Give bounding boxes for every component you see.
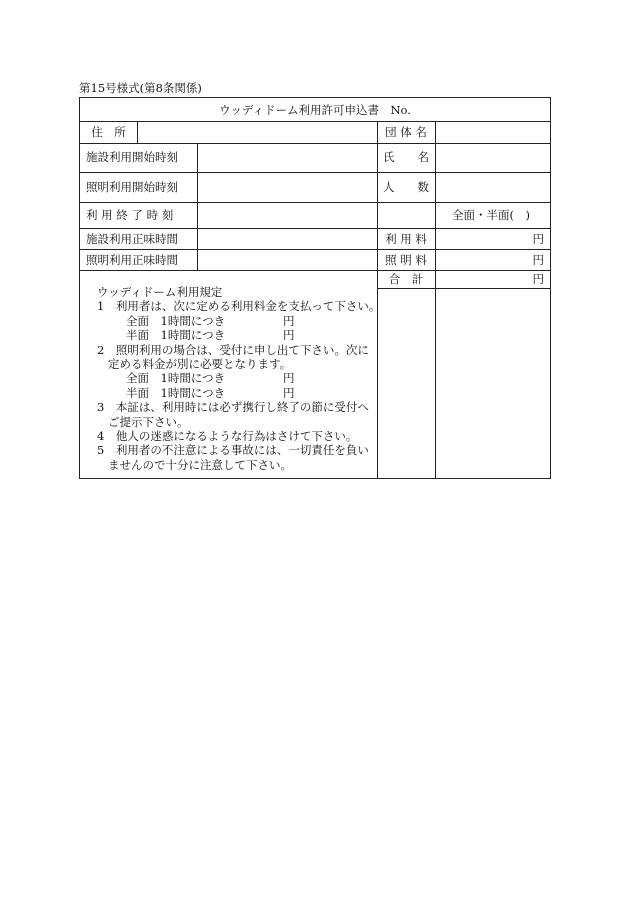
rule-2-full bbox=[97, 371, 382, 385]
lighting-net-hours-label: 照明利用正味時間 bbox=[86, 253, 178, 267]
full-half-selector: 全面・半面( ) bbox=[452, 208, 530, 222]
rule-3-line-1: 3 本証は、利用時には必ず携行し終了の節に受付へ bbox=[97, 400, 369, 415]
row-divider bbox=[80, 270, 550, 271]
usage-fee-yen: 円 bbox=[532, 232, 544, 246]
row-divider bbox=[377, 288, 550, 289]
row-divider bbox=[80, 249, 550, 250]
rule-2-half bbox=[97, 386, 382, 400]
applicant-name-label: 氏 名 bbox=[383, 150, 429, 164]
rule-1-full bbox=[97, 314, 382, 328]
form-title: ウッディドーム利用許可申込書 No. bbox=[219, 103, 411, 117]
rule-2-line-1: 2 照明利用の場合は、受付に申し出て下さい。次に bbox=[97, 342, 369, 357]
facility-net-hours-label: 施設利用正味時間 bbox=[86, 232, 178, 246]
row-divider bbox=[80, 228, 550, 229]
address-label: 住 所 bbox=[91, 125, 126, 139]
rule-2-half-text: 半面 1時間につき bbox=[126, 385, 226, 400]
row-divider bbox=[80, 121, 550, 122]
row-divider bbox=[80, 202, 550, 203]
end-time-label: 利 用 終 了 時 刻 bbox=[86, 208, 174, 222]
rule-4: 4 他人の迷惑になるような行為はさけて下さい。 bbox=[97, 429, 358, 444]
column-divider bbox=[137, 121, 138, 143]
column-divider bbox=[435, 121, 436, 479]
facility-start-time-label: 施設利用開始時刻 bbox=[86, 150, 178, 164]
rule-1-half-yen: 円 bbox=[283, 328, 295, 343]
rule-1-full-yen: 円 bbox=[283, 313, 295, 328]
rule-5-line-2: ませんので十分に注意して下さい。 bbox=[108, 457, 292, 472]
rule-1-half bbox=[97, 328, 382, 342]
rule-1: 1 利用者は、次に定める利用料金を支払って下さい。 bbox=[97, 299, 381, 314]
rule-1-full-text: 全面 1時間につき bbox=[126, 313, 226, 328]
lighting-fee-yen: 円 bbox=[532, 253, 544, 267]
row-divider bbox=[80, 143, 550, 144]
lighting-start-time-label: 照明利用開始時刻 bbox=[86, 180, 178, 194]
rule-3-line-2: ご提示下さい。 bbox=[108, 414, 189, 429]
row-divider bbox=[80, 172, 550, 173]
column-divider bbox=[197, 143, 198, 270]
group-name-label: 団 体 名 bbox=[385, 125, 427, 139]
lighting-fee-label: 照 明 料 bbox=[385, 253, 427, 267]
usage-fee-label: 利 用 料 bbox=[385, 232, 427, 246]
form-number-caption: 第15号様式(第8条関係) bbox=[79, 81, 202, 95]
rule-2-full-yen: 円 bbox=[283, 371, 295, 386]
total-yen: 円 bbox=[532, 272, 544, 286]
rules-heading: ウッディドーム利用規定 bbox=[97, 285, 223, 299]
rule-2-half-yen: 円 bbox=[283, 385, 295, 400]
total-label: 合 計 bbox=[388, 272, 424, 286]
application-form bbox=[79, 97, 551, 479]
rule-5-line-1: 5 利用者の不注意による事故には、一切責任を負い bbox=[97, 443, 369, 458]
rule-1-half-text: 半面 1時間につき bbox=[126, 328, 226, 343]
people-count-label: 人 数 bbox=[383, 180, 429, 194]
rule-2-full-text: 全面 1時間につき bbox=[126, 371, 226, 386]
rule-2-line-2: 定める料金が別に必要となります。 bbox=[108, 357, 292, 372]
usage-rules bbox=[97, 285, 382, 472]
